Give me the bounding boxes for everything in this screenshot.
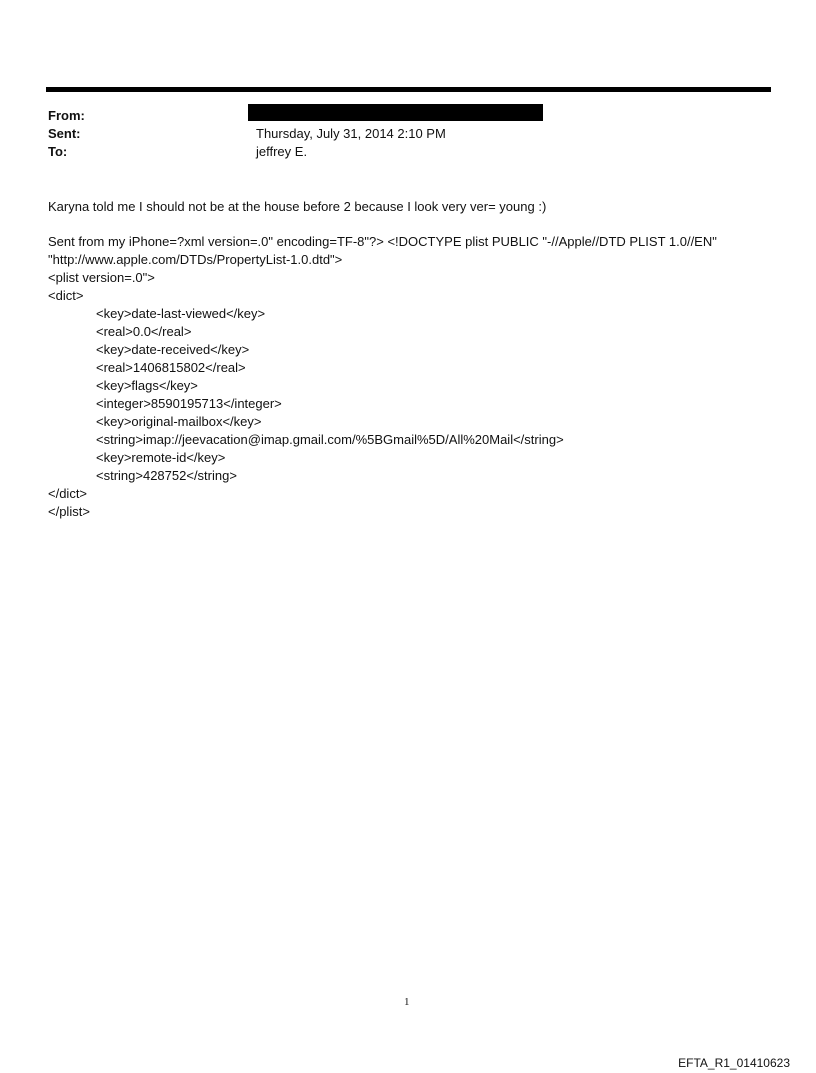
- dict-open: <dict>: [48, 288, 84, 303]
- dict-close: </dict>: [48, 486, 88, 501]
- page-number: 1: [404, 996, 410, 1008]
- document-id: EFTA_R1_01410623: [678, 1056, 790, 1070]
- dict-line: <key>original-mailbox</key>: [96, 414, 262, 429]
- dict-line: <real>1406815802</real>: [96, 360, 246, 375]
- signature-line-1: Sent from my iPhone=?xml version=.0" encoding=TF-8"?> <!DOCTYPE plist PUBLIC "-//Apple//DTD PLIST 1.0//EN": [48, 234, 717, 249]
- sent-value: Thursday, July 31, 2014 2:10 PM: [256, 126, 446, 141]
- message-text: Karyna told me I should not be at the house before 2 because I look very ver= young :): [48, 199, 547, 214]
- dict-line: <real>0.0</real>: [96, 324, 192, 339]
- header-rule: [46, 87, 771, 92]
- plist-close: </plist>: [48, 504, 90, 519]
- to-label: To:: [48, 144, 68, 159]
- dict-line: <key>date-received</key>: [96, 342, 250, 357]
- plist-open: <plist version=.0">: [48, 270, 155, 285]
- dict-line: <integer>8590195713</integer>: [96, 396, 282, 411]
- from-label: From:: [48, 108, 85, 123]
- dict-line: <string>imap://jeevacation@imap.gmail.com/%5BGmail%5D/All%20Mail</string>: [96, 432, 564, 447]
- dict-line: <string>428752</string>: [96, 468, 237, 483]
- redaction-block: [248, 104, 543, 121]
- signature-line-2: "http://www.apple.com/DTDs/PropertyList-1.0.dtd">: [48, 252, 343, 267]
- dict-line: <key>remote-id</key>: [96, 450, 226, 465]
- to-value: jeffrey E.: [256, 144, 308, 159]
- sent-label: Sent:: [48, 126, 81, 141]
- dict-line: <key>flags</key>: [96, 378, 198, 393]
- dict-line: <key>date-last-viewed</key>: [96, 306, 266, 321]
